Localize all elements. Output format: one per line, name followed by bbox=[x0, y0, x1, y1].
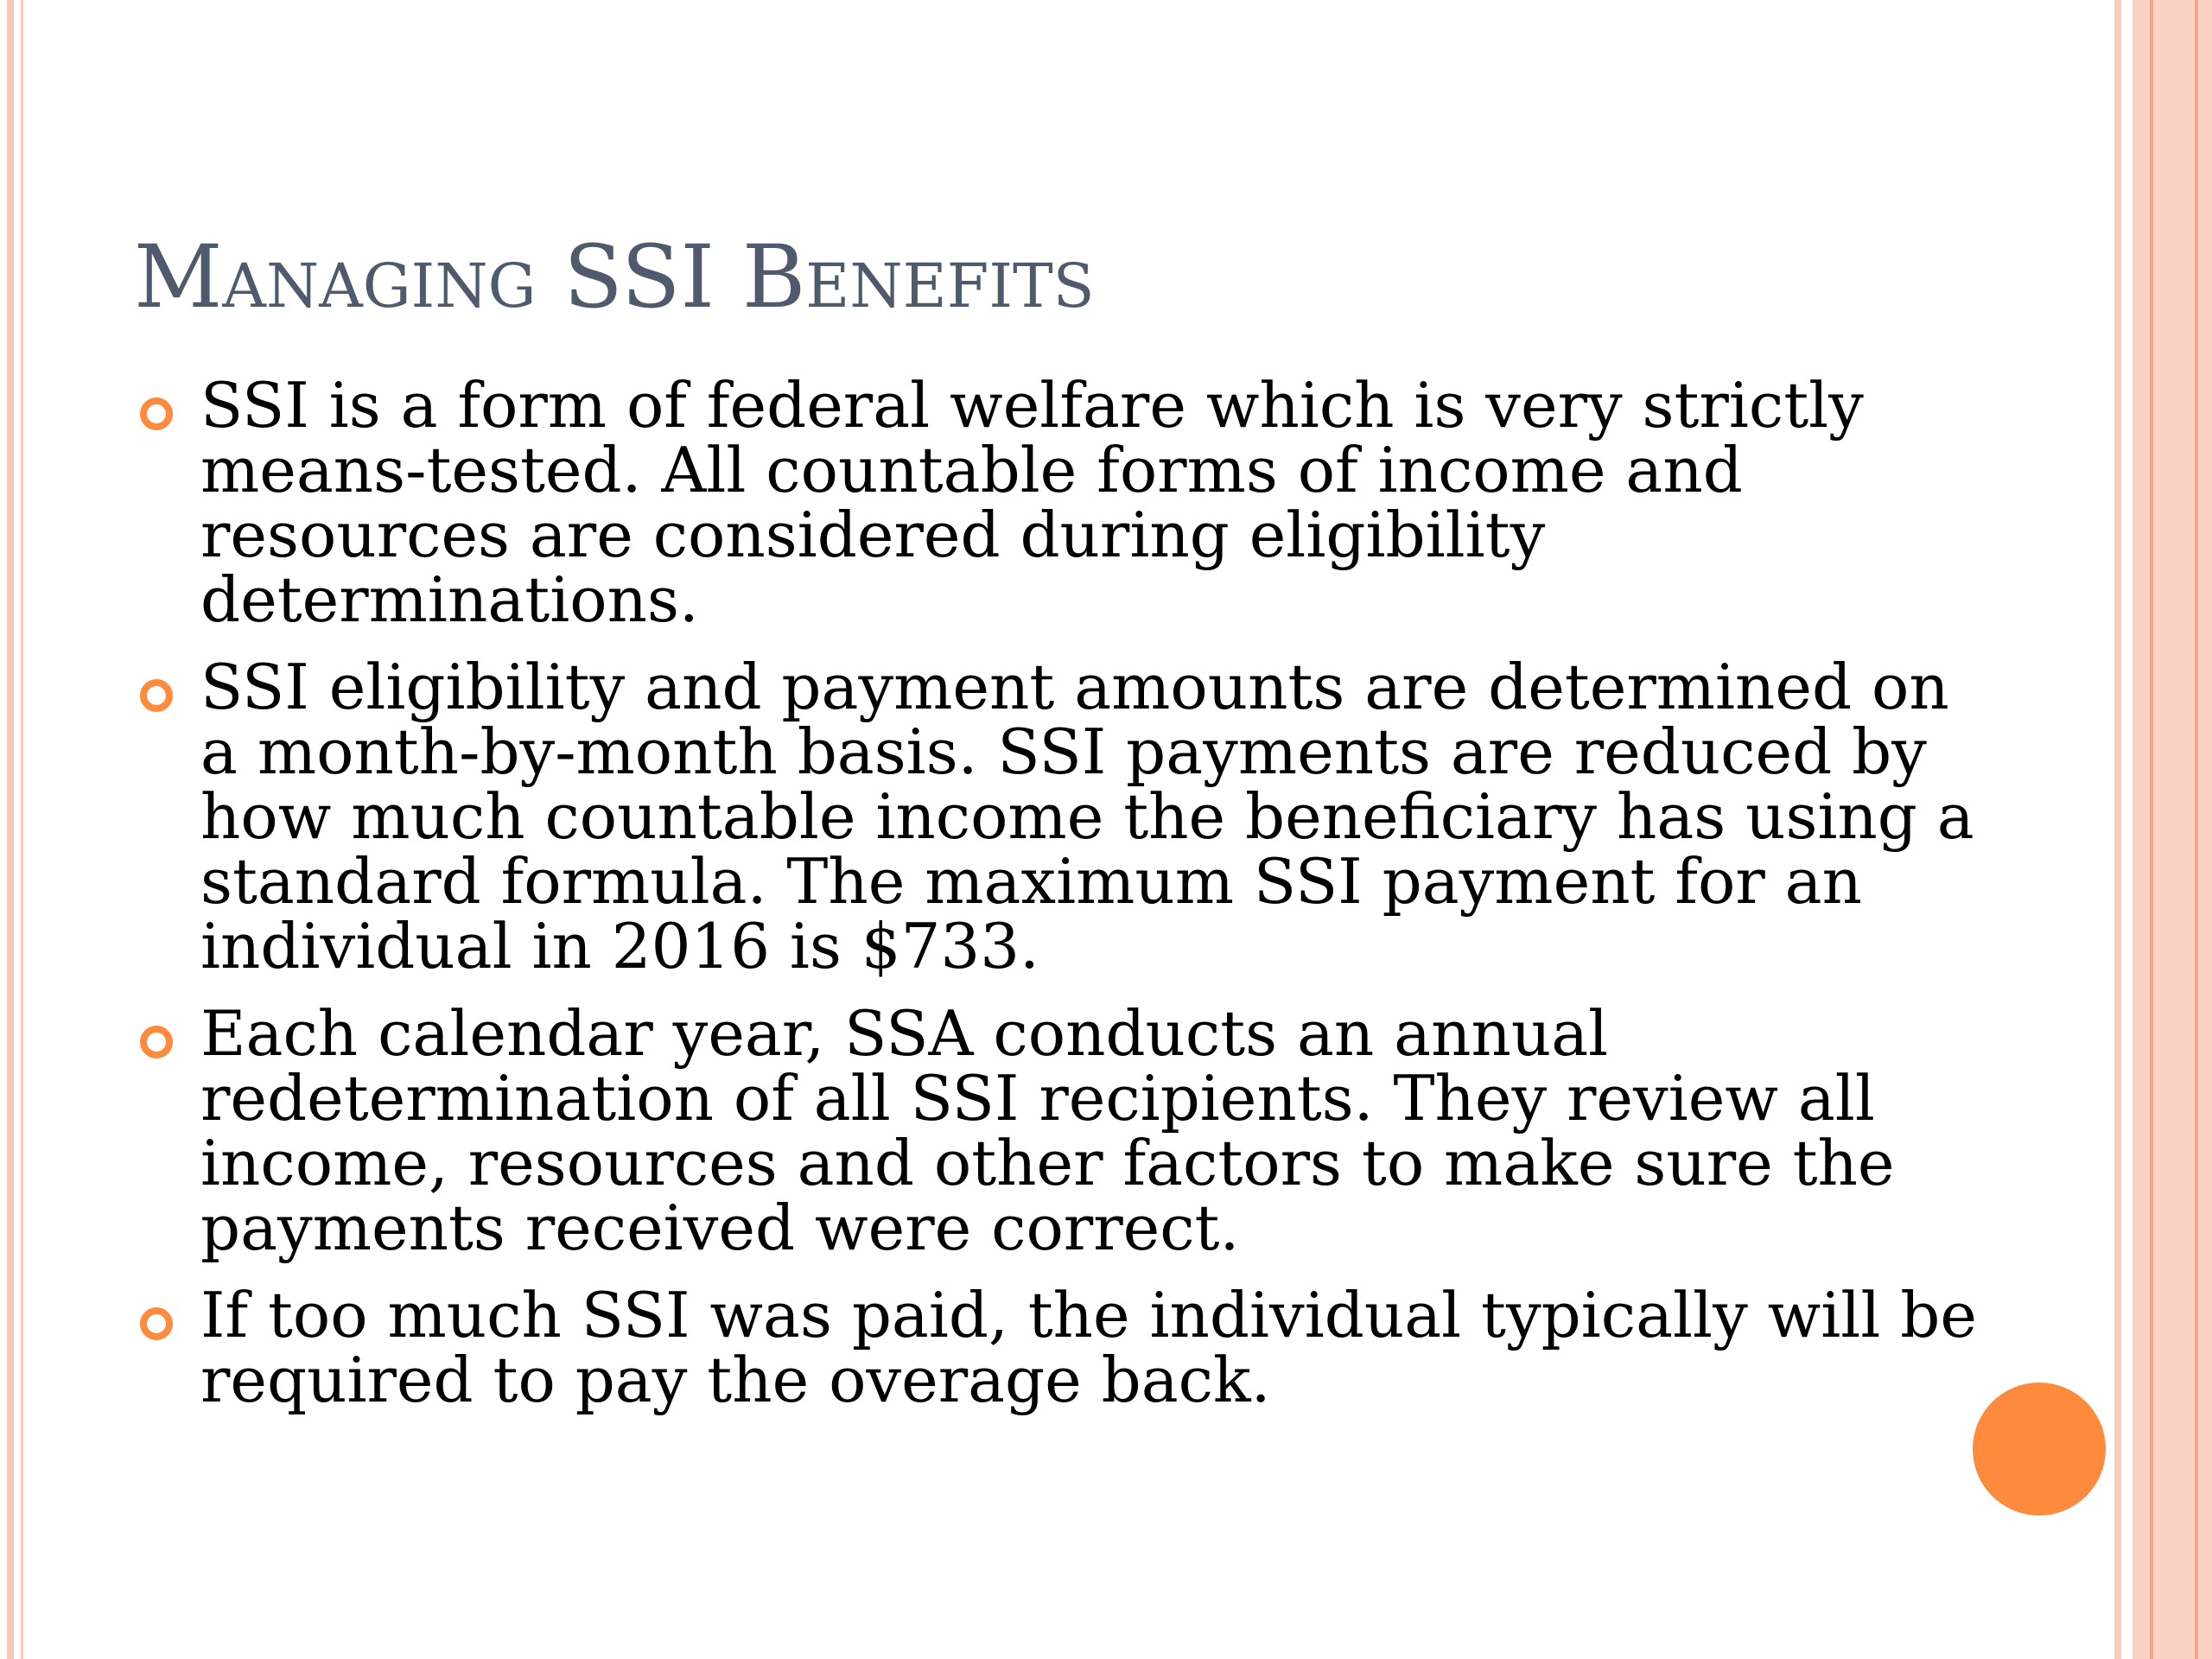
right-border-line-outer bbox=[2195, 0, 2198, 1659]
slide-title: Managing SSI Benefits bbox=[134, 226, 1095, 327]
bullet-text: Each calendar year, SSA conducts an annual redetermination of all SSI recipients. They review all income, resources and other factors to make sure the payments received were correct. bbox=[200, 997, 1895, 1264]
bullet-item bbox=[130, 651, 1979, 982]
right-border-band bbox=[2133, 0, 2212, 1659]
bullet-text: If too much SSI was paid, the individual typically will be required to pay the overage back. bbox=[200, 1279, 1977, 1416]
circle-bullet-icon bbox=[140, 1307, 173, 1340]
right-border-stripe bbox=[2114, 0, 2121, 1659]
decorative-orange-circle bbox=[1973, 1382, 2106, 1516]
circle-bullet-icon bbox=[140, 679, 173, 712]
circle-bullet-icon bbox=[140, 397, 173, 430]
bullet-item bbox=[130, 997, 1979, 1264]
bullet-item bbox=[130, 1279, 1979, 1416]
bullet-text: SSI eligibility and payment amounts are determined on a month-by-month basis. SSI payments are reduced by how much countable income the beneficiary has using a standard formula. The maximum SSI payment for an individual in 2016 is $733. bbox=[200, 651, 1974, 982]
bullet-text: SSI is a form of federal welfare which is very strictly means-tested. All countable forms of income and resources are considered during eligibility determinations. bbox=[200, 369, 1864, 636]
bullet-item bbox=[130, 369, 1979, 636]
left-border-line-thin bbox=[21, 0, 23, 1659]
left-border-line bbox=[7, 0, 14, 1659]
circle-bullet-icon bbox=[140, 1026, 173, 1058]
right-border-line bbox=[2150, 0, 2153, 1659]
bullet-list bbox=[130, 369, 1979, 1435]
